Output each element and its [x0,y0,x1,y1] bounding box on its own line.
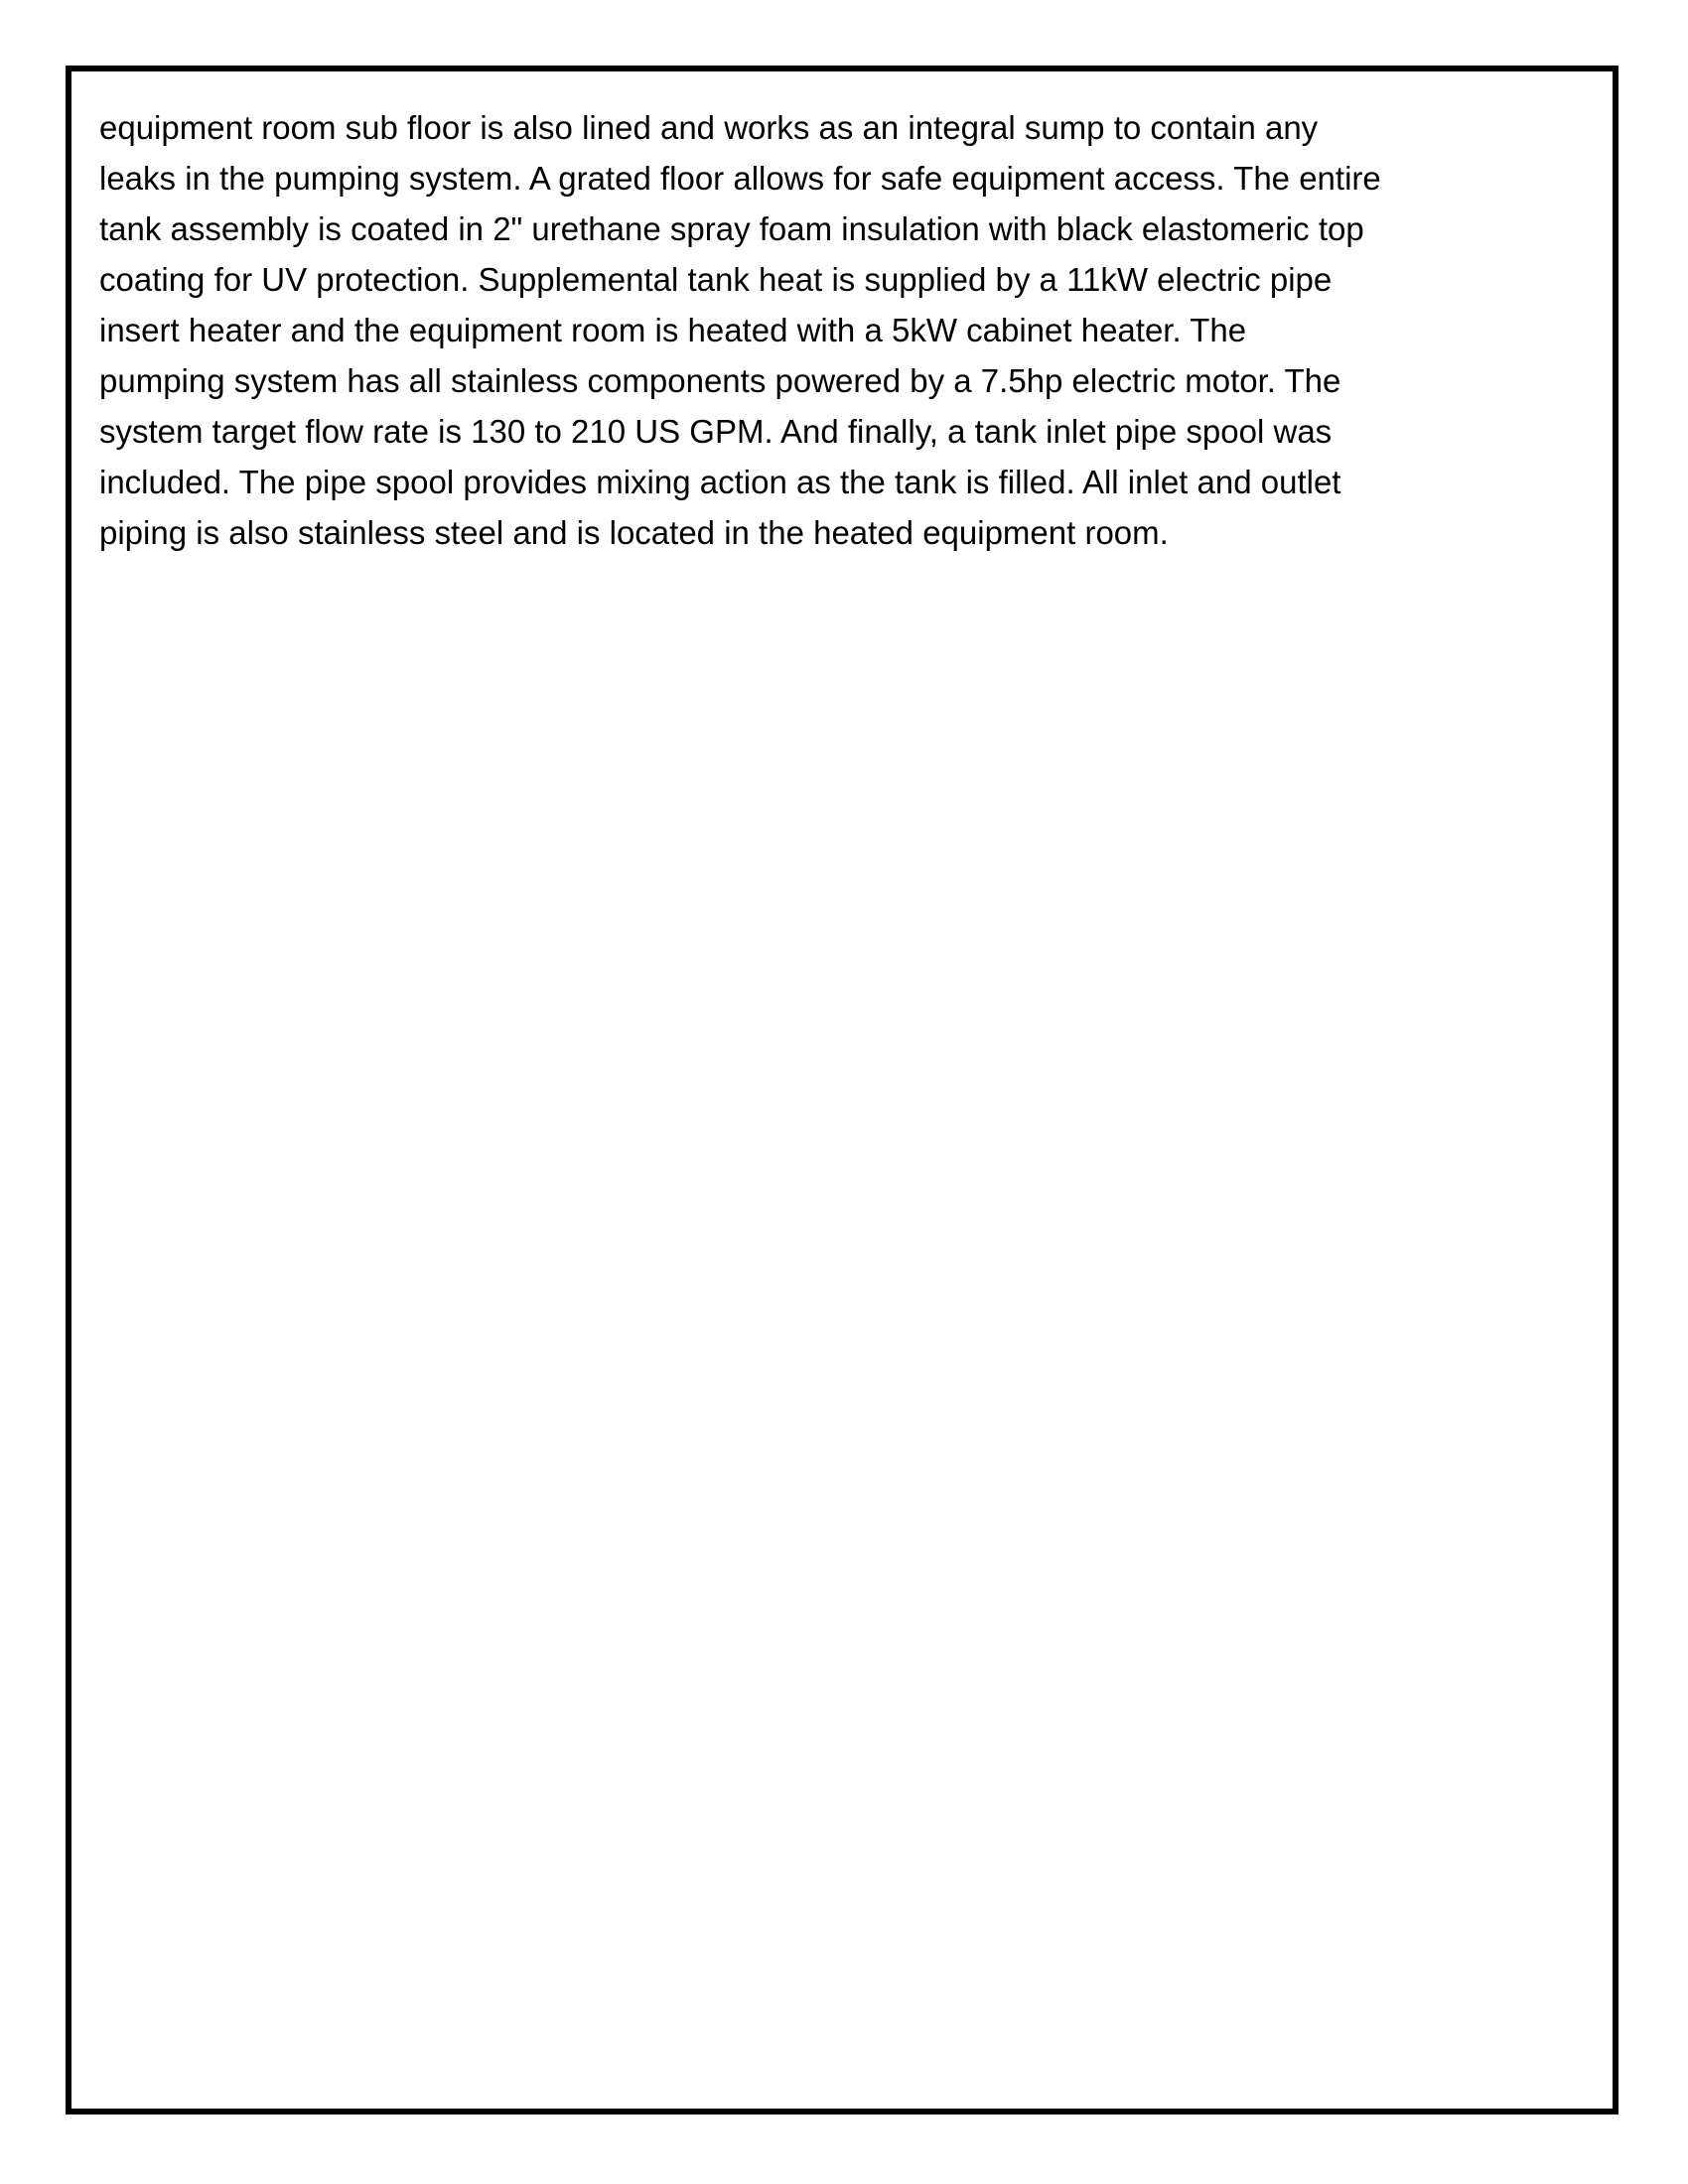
paragraph-line: leaks in the pumping system. A grated floor allows for safe equipment access. The entire [99,160,1381,197]
paragraph-line: coating for UV protection. Supplemental tank heat is supplied by a 11kW electric pipe [99,261,1333,298]
paragraph-line: tank assembly is coated in 2" urethane spray foam insulation with black elastomeric top [99,210,1364,247]
paragraph-line: included. The pipe spool provides mixing action as the tank is filled. All inlet and outlet [99,464,1341,500]
paragraph-line: insert heater and the equipment room is heated with a 5kW cabinet heater. The [99,312,1247,348]
paragraph-line: piping is also stainless steel and is located in the heated equipment room. [99,514,1169,551]
paragraph-line: equipment room sub floor is also lined and works as an integral sump to contain any [99,109,1319,146]
body-paragraph [99,102,1381,558]
paragraph-line: pumping system has all stainless components powered by a 7.5hp electric motor. The [99,362,1341,399]
paragraph-line: system target flow rate is 130 to 210 US GPM. And finally, a tank inlet pipe spool was [99,413,1333,450]
